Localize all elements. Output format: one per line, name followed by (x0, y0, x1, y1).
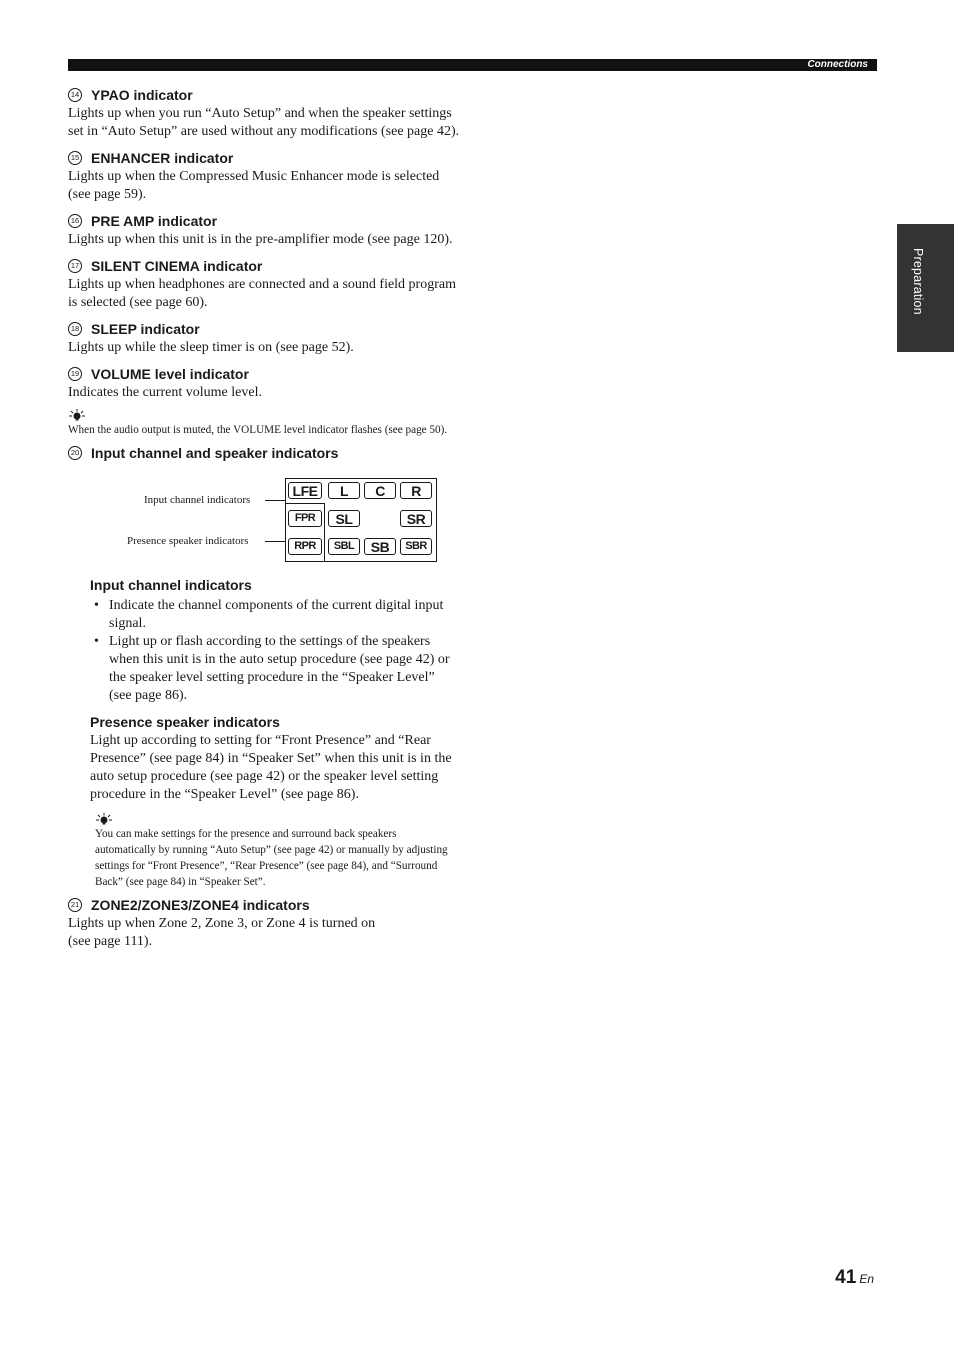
section-silent-cinema (68, 257, 460, 312)
indicator-rpr: RPR (288, 538, 322, 555)
indicator-sl: SL (328, 510, 360, 527)
leader-line (265, 500, 285, 501)
subsection-presence (68, 713, 460, 890)
section-enhancer (68, 149, 460, 204)
circled-number: 20 (68, 446, 82, 460)
circled-number: 15 (68, 151, 82, 165)
circled-number: 19 (68, 367, 82, 381)
diagram-label-presence: Presence speaker indicators (127, 535, 249, 547)
subsection-input-channel (68, 576, 460, 705)
bullet-list (90, 597, 460, 705)
section-input-speaker (68, 444, 460, 462)
section-body: Lights up while the sleep timer is on (see page 52). (68, 340, 354, 355)
header-bar (68, 59, 877, 71)
indicator-sbl: SBL (328, 538, 360, 555)
indicator-panel (285, 478, 437, 562)
section-title: 16 PRE AMP indicator (68, 212, 460, 230)
section-body: Lights up when the Compressed Music Enhancer mode is selected (see page 59). (68, 169, 440, 202)
section-sleep (68, 320, 460, 357)
tip-box (90, 812, 460, 890)
section-title: 18 SLEEP indicator (68, 320, 460, 338)
lightbulb-tip-icon (68, 408, 86, 422)
subsection-body: Light up according to setting for “Front Presence” and “Rear Presence” (see page 84) in “Speaker Set” when this unit is in the auto setup procedure (see page 42) or the speaker level setting procedure in the “Speaker Level” (see page 86). (90, 733, 452, 802)
circled-number: 17 (68, 259, 82, 273)
subsection-title: Input channel indicators (90, 577, 252, 593)
tip-box (68, 408, 460, 438)
panel-divider (286, 503, 324, 504)
list-item: • Light up or flash according to the settings of the speakers when this unit is in the auto setup procedure (see page 42) or the speaker level setting procedure in the “Speaker Level” (see page 86). (94, 634, 450, 703)
tip-text: You can make settings for the presence and surround back speakers automatically by running “Auto Setup” (see page 42) or manually by adjusting settings for “Front Presence”, “Rear Presence” (see page 84), and “Surround Back” (see page 84) in “Speaker Set”. (95, 828, 448, 888)
section-body: Lights up when this unit is in the pre-amplifier mode (see page 120). (68, 232, 453, 247)
section-title: 14 YPAO indicator (68, 86, 460, 104)
section-body: Lights up when headphones are connected and a sound field program is selected (see page 60). (68, 277, 456, 310)
language-code: En (859, 1272, 874, 1286)
indicator-l: L (328, 482, 360, 499)
subsection-title: Presence speaker indicators (90, 714, 280, 730)
circled-number: 16 (68, 214, 82, 228)
indicator-diagram (68, 466, 460, 570)
indicator-lfe: LFE (288, 482, 322, 499)
indicator-c: C (364, 482, 396, 499)
indicator-sbr: SBR (400, 538, 432, 555)
section-title: 17 SILENT CINEMA indicator (68, 257, 460, 275)
leader-line (265, 541, 285, 542)
panel-divider (324, 503, 325, 561)
page-number: 41 En (835, 1267, 874, 1288)
main-content (68, 86, 460, 959)
side-tab (897, 224, 954, 352)
header-section-label: Connections (807, 59, 868, 70)
section-body: Lights up when Zone 2, Zone 3, or Zone 4 is turned on (see page 111). (68, 916, 376, 949)
circled-number: 14 (68, 88, 82, 102)
section-title: 19 VOLUME level indicator (68, 365, 460, 383)
tip-text: When the audio output is muted, the VOLUME level indicator flashes (see page 50). (68, 424, 448, 436)
circled-number: 18 (68, 322, 82, 336)
section-volume (68, 365, 460, 402)
section-title: 15 ENHANCER indicator (68, 149, 460, 167)
diagram-label-input: Input channel indicators (144, 494, 251, 506)
lightbulb-tip-icon (95, 812, 113, 826)
section-zone-indicators (68, 896, 460, 951)
section-body: Lights up when you run “Auto Setup” and when the speaker settings set in “Auto Setup” are used without any modifications (see page 42). (68, 106, 460, 139)
section-title: 20 Input channel and speaker indicators (68, 444, 460, 462)
section-body: Indicates the current volume level. (68, 385, 262, 400)
indicator-sr: SR (400, 510, 432, 527)
indicator-fpr: FPR (288, 510, 322, 527)
indicator-sb: SB (364, 538, 396, 555)
side-tab-label: Preparation (911, 248, 925, 315)
section-title: 21 ZONE2/ZONE3/ZONE4 indicators (68, 896, 460, 914)
section-pre-amp (68, 212, 460, 249)
circled-number: 21 (68, 898, 82, 912)
section-ypao (68, 86, 460, 141)
indicator-r: R (400, 482, 432, 499)
list-item: • Indicate the channel components of the current digital input signal. (94, 598, 444, 631)
